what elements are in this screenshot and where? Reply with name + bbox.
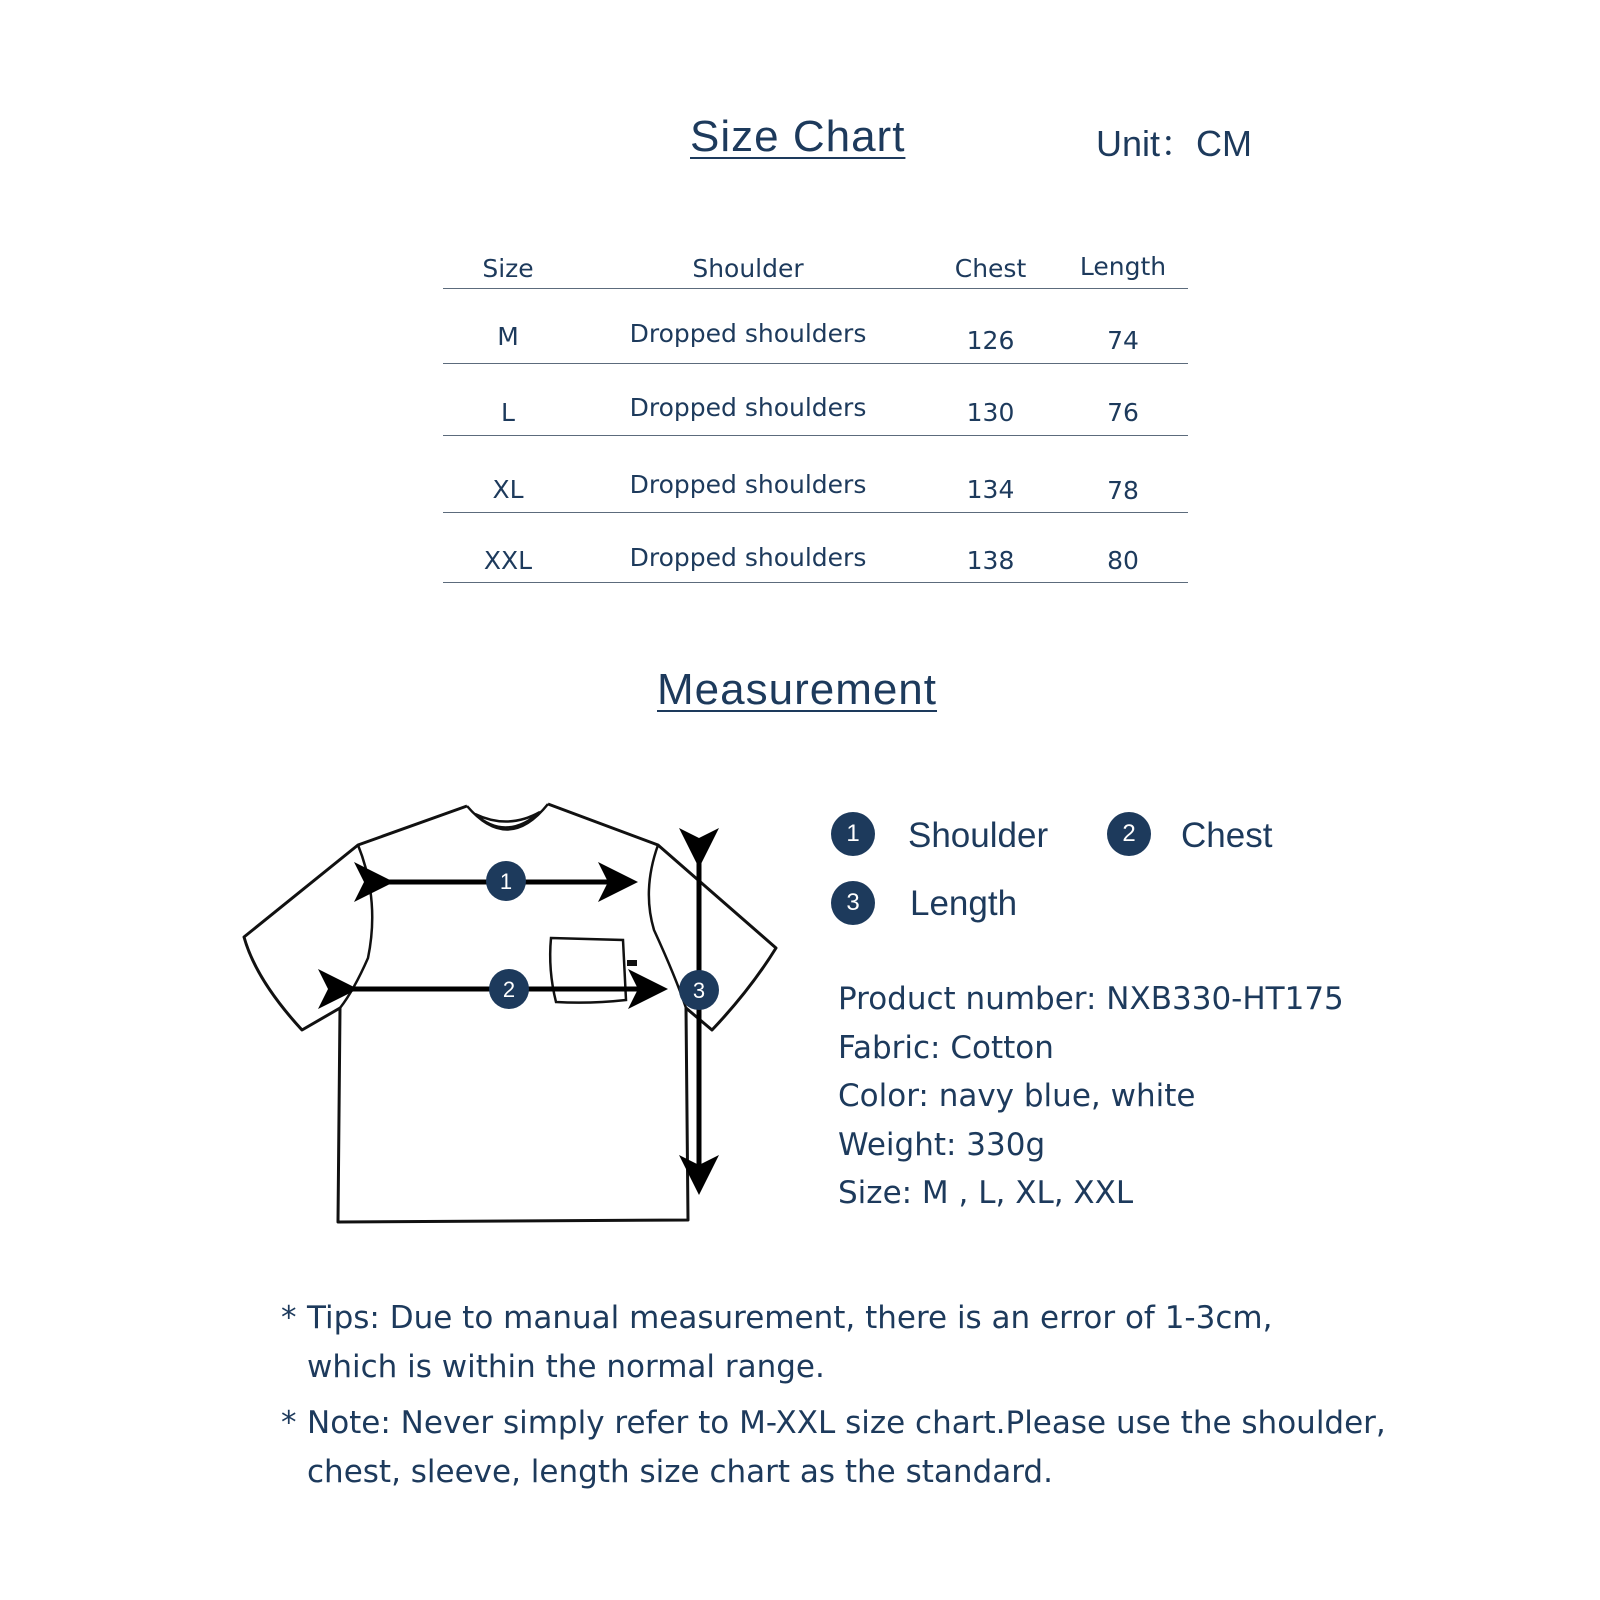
cell-shoulder: Dropped shoulders [629,543,867,572]
legend-number-2: 2 [1107,812,1151,856]
measurement-title: Measurement [657,665,938,714]
table-row [443,364,1188,436]
cell-length: 78 [1107,476,1139,505]
cell-length: 74 [1107,326,1139,355]
svg-text:1: 1 [499,869,513,894]
header-chest: Chest [954,254,1027,283]
cell-chest: 138 [966,546,1015,575]
spec-color: Color: navy blue, white [838,1078,1196,1114]
spec-weight: Weight: 330g [838,1127,1046,1163]
cell-size: L [501,398,515,427]
cell-shoulder: Dropped shoulders [629,393,867,422]
table-header-row [443,248,1188,289]
legend-label-length: Length [910,884,1018,923]
svg-text:3: 3 [692,978,706,1003]
note-line-2: chest, sleeve, length size chart as the standard. [307,1454,1053,1490]
cell-chest: 134 [966,475,1015,504]
svg-text:2: 2 [502,977,516,1002]
diagram-marker-3 [679,970,719,1010]
cell-shoulder: Dropped shoulders [629,319,867,348]
spec-size: Size: M , L, XL, XXL [838,1175,1134,1211]
size-chart-title: Size Chart [690,112,906,161]
legend-label-shoulder: Shoulder [908,816,1049,855]
tshirt-diagram-icon [230,790,790,1230]
cell-size: XXL [483,546,533,575]
sleeve-seam-left [340,845,372,1008]
cell-chest: 126 [966,326,1015,355]
cell-size: M [497,322,519,351]
tips-line-2: which is within the normal range. [307,1349,825,1385]
tshirt-collar [467,804,548,830]
header-shoulder: Shoulder [692,254,804,283]
legend-label-chest: Chest [1181,816,1273,855]
cell-size: XL [492,475,524,504]
cell-length: 76 [1107,398,1139,427]
note-asterisk: * [281,1300,297,1336]
size-table [443,248,1188,583]
spec-product-number: Product number: NXB330-HT175 [838,981,1344,1017]
pocket [550,938,626,1003]
diagram-marker-2 [489,969,529,1009]
header-length: Length [1079,252,1167,281]
tips-line-1: Tips: Due to manual measurement, there is an error of 1-3cm, [307,1300,1273,1336]
cell-length: 80 [1107,546,1139,575]
table-row [443,513,1188,583]
cell-shoulder: Dropped shoulders [629,470,867,499]
note-line-1: Note: Never simply refer to M-XXL size chart.Please use the shoulder, [307,1405,1386,1441]
legend-number-3: 3 [831,881,875,925]
cell-chest: 130 [966,398,1015,427]
note-asterisk: * [281,1405,297,1441]
diagram-marker-1 [486,861,526,901]
unit-label: Unit：CM [1096,123,1253,164]
legend-number-1: 1 [831,812,875,856]
header-size: Size [482,254,534,283]
table-row [443,436,1188,513]
spec-fabric: Fabric: Cotton [838,1030,1054,1066]
table-row [443,289,1188,364]
pocket-tag [627,960,637,966]
